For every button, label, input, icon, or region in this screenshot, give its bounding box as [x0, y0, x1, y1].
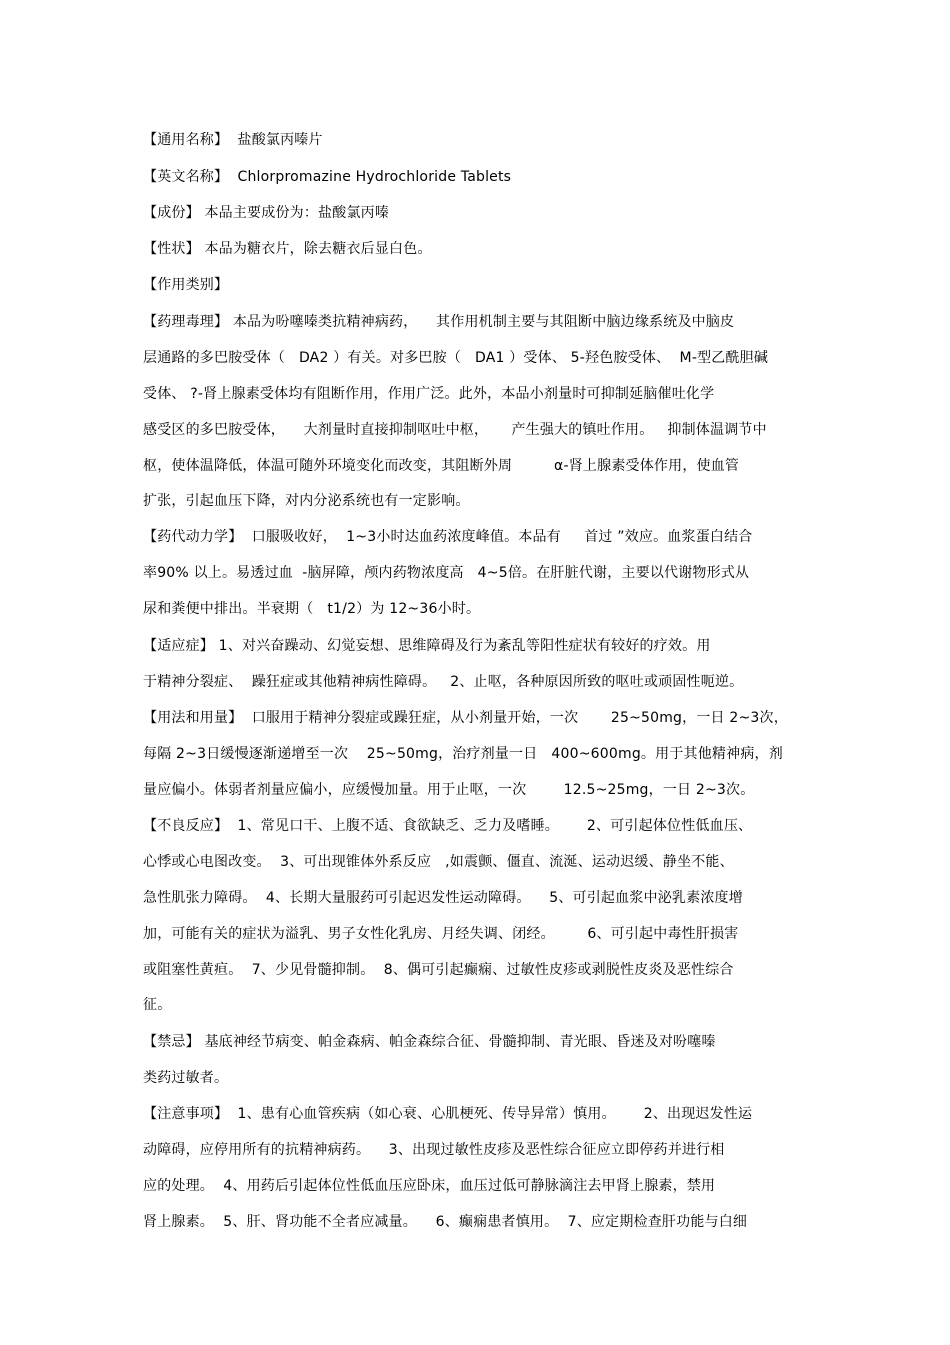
- line-adverse-4: 加，可能有关的症状为溢乳、男子女性化乳房、月经失调、闭经。 6、可引起中毒性肝损害: [143, 926, 739, 942]
- line-precautions-2: 动障碍，应停用所有的抗精神病药。 3、出现过敏性皮疹及恶性综合征应立即停药并进行相: [143, 1142, 725, 1158]
- line-adverse-2: 心悸或心电图改变。 3、可出现锥体外系反应 ,如震颤、僵直、流涎、运动迟缓、静坐不能、: [143, 854, 734, 870]
- line-dosage-1: 【用法和用量】 口服用于精神分裂症或躁狂症，从小剂量开始，一次 25~50mg，一日 2~3次，: [143, 710, 788, 726]
- line-indications-2: 于精神分裂症、 躁狂症或其他精神病性障碍。 2、止呕，各种原因所致的呕吐或顽固性呃逆。: [143, 674, 744, 690]
- line-adverse-5: 或阻塞性黄疸。 7、少见骨髓抑制。 8、偶可引起癫痫、过敏性皮疹或剥脱性皮炎及恶性综合: [143, 962, 734, 978]
- line-dosage-2: 每隔 2~3日缓慢逐渐递增至一次 25~50mg，治疗剂量一日 400~600mg。用于其他精神病，剂: [143, 746, 783, 762]
- line-pharmacokinetics-2: 率90% 以上。易透过血 -脑屏障，颅内药物浓度高 4~5倍。在肝脏代谢，主要以代谢物形式从: [143, 565, 750, 581]
- line-pharmacology-2: 层通路的多巴胺受体（ DA2 ）有关。对多巴胺（ DA1 ）受体、 5-羟色胺受体、 M-型乙酰胆碱: [143, 350, 769, 366]
- line-adverse-3: 急性肌张力障碍。 4、长期大量服药可引起迟发性运动障碍。 5、可引起血浆中泌乳素浓度增: [143, 890, 743, 906]
- line-contraindications-1: 【禁忌】 基底神经节病变、帕金森病、帕金森综合征、骨髓抑制、青光眼、昏迷及对吩噻嗪: [143, 1034, 716, 1050]
- line-pharmacology-1: 【药理毒理】 本品为吩噻嗪类抗精神病药， 其作用机制主要与其阻断中脑边缘系统及中脑皮: [143, 314, 735, 330]
- line-pharmacokinetics-1: 【药代动力学】 口服吸收好， 1~3小时达血药浓度峰值。本品有 首过 ”效应。血浆蛋白结合: [143, 529, 753, 545]
- line-adverse-6: 征。: [143, 997, 172, 1013]
- line-pharmacokinetics-3: 尿和粪便中排出。半衰期（ t1/2）为 12~36小时。: [143, 601, 481, 617]
- line-pharmacology-5: 枢，使体温降低，体温可随外环境变化而改变，其阻断外周 α-肾上腺素受体作用，使血管: [143, 458, 740, 474]
- line-precautions-1: 【注意事项】 1、患有心血管疾病（如心衰、心肌梗死、传导异常）慎用。 2、出现迟发性运: [143, 1106, 753, 1122]
- line-dosage-3: 量应偏小。体弱者剂量应偏小，应缓慢加量。用于止呕，一次 12.5~25mg，一日 2~3次。: [143, 782, 755, 798]
- line-category: 【作用类别】: [143, 277, 229, 293]
- line-ingredients: 【成份】 本品主要成份为：盐酸氯丙嗪: [143, 205, 390, 221]
- line-contraindications-2: 类药过敏者。: [143, 1070, 229, 1086]
- line-adverse-1: 【不良反应】 1、常见口干、上腹不适、食欲缺乏、乏力及嗜睡。 2、可引起体位性低血压、: [143, 818, 753, 834]
- line-precautions-3: 应的处理。 4、用药后引起体位性低血压应卧床，血压过低可静脉滴注去甲肾上腺素，禁用: [143, 1178, 716, 1194]
- line-indications-1: 【适应症】 1、对兴奋躁动、幻觉妄想、思维障碍及行为紊乱等阳性症状有较好的疗效。用: [143, 638, 711, 654]
- line-precautions-4: 肾上腺素。 5、肝、肾功能不全者应减量。 6、癫痫患者慎用。 7、应定期检查肝功能与白细: [143, 1214, 748, 1230]
- line-pharmacology-3: 受体、 ?-肾上腺素受体均有阻断作用，作用广泛。此外，本品小剂量时可抑制延脑催吐化学: [143, 386, 715, 402]
- line-pharmacology-6: 扩张，引起血压下降，对内分泌系统也有一定影响。: [143, 493, 470, 509]
- line-pharmacology-4: 感受区的多巴胺受体， 大剂量时直接抑制呕吐中枢， 产生强大的镇吐作用。 抑制体温调节中: [143, 422, 767, 438]
- line-properties: 【性状】 本品为糖衣片，除去糖衣后显白色。: [143, 241, 432, 257]
- line-english-name: 【英文名称】 Chlorpromazine Hydrochloride Tablets: [143, 169, 512, 185]
- line-generic-name: 【通用名称】 盐酸氯丙嗪片: [143, 132, 323, 148]
